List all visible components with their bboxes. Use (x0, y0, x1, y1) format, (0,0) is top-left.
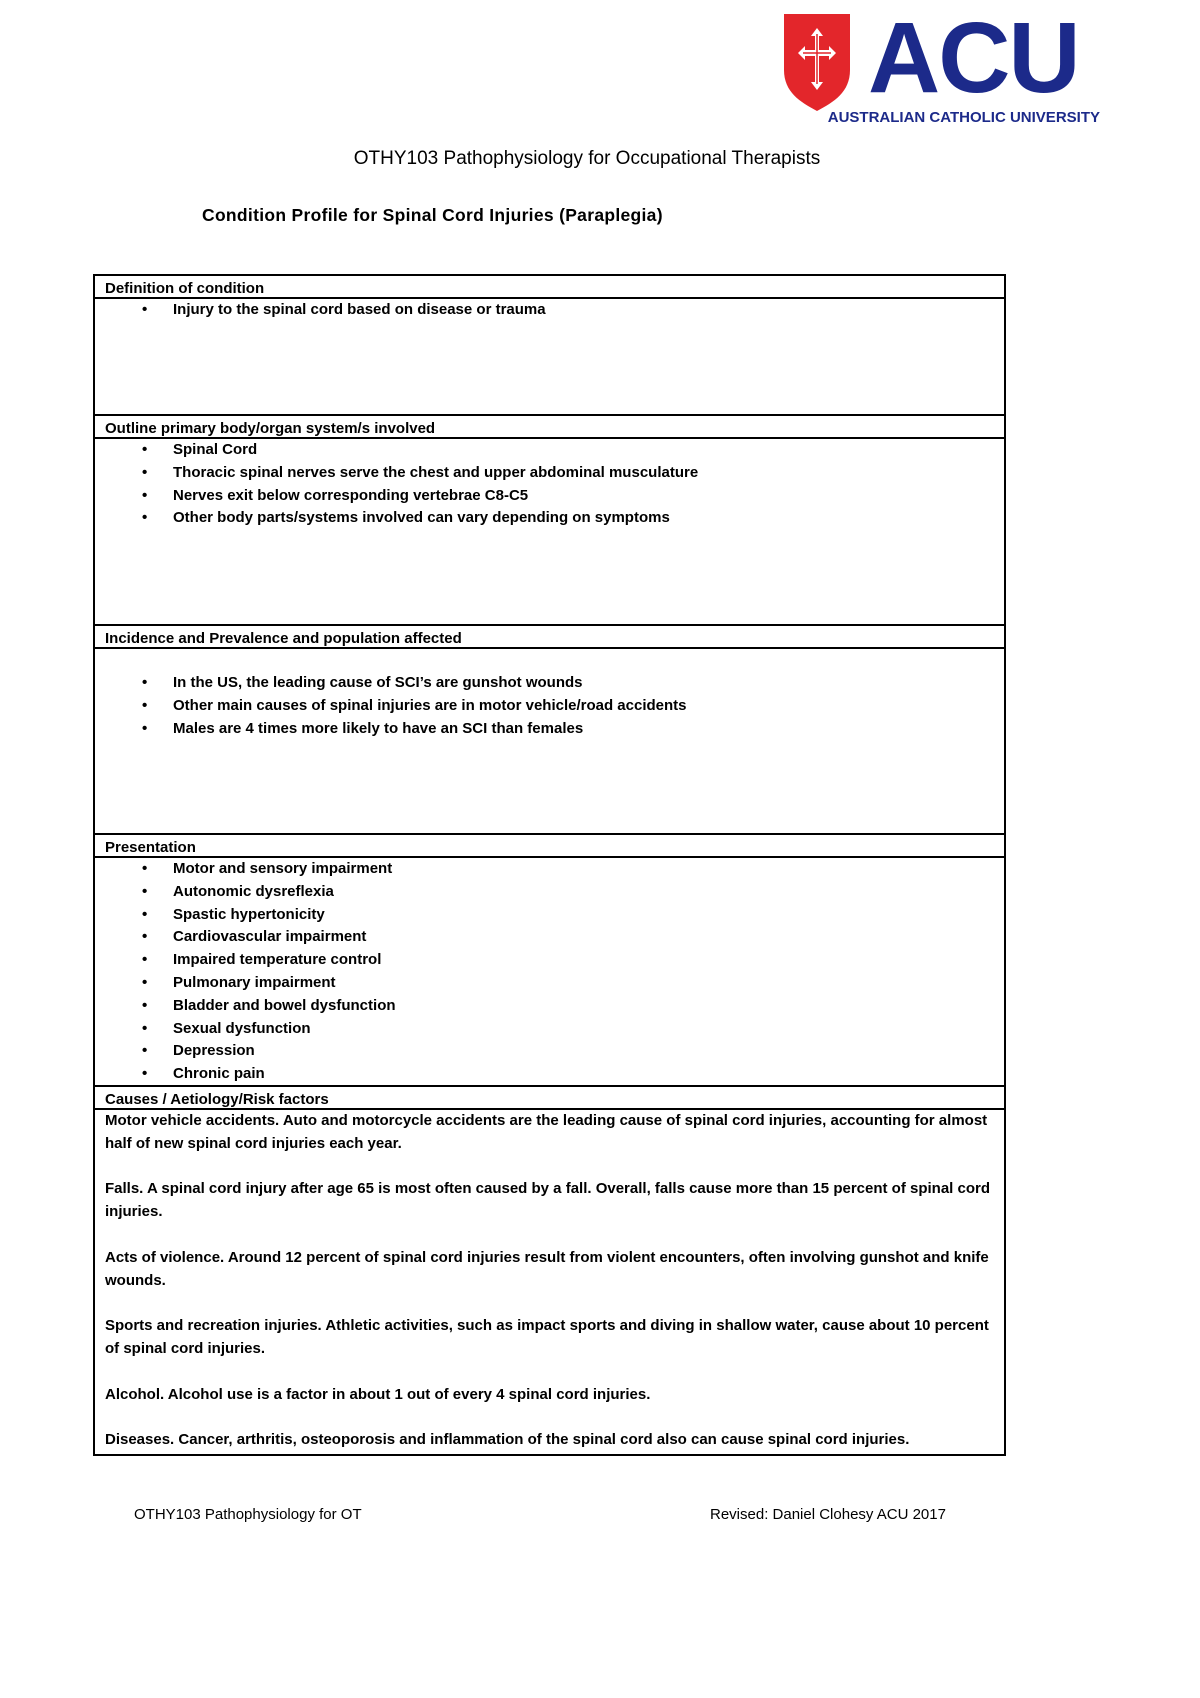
document-subtitle: Condition Profile for Spinal Cord Injuries (Paraplegia) (202, 205, 663, 225)
logo-wordmark: ACU (868, 2, 1079, 114)
cause-paragraph: Falls. A spinal cord injury after age 65 is most often caused by a fall. Overall, falls cause more than 15 percent of spinal cord injuries. (105, 1180, 991, 1221)
cause-paragraph: Alcohol. Alcohol use is a factor in about 1 out of every 4 spinal cord injuries. (105, 1385, 651, 1403)
condition-profile-table (93, 274, 1006, 1456)
presentation-body (95, 858, 1004, 1087)
list-item: • Thoracic spinal nerves serve the chest and upper abdominal musculature (105, 462, 994, 485)
list-item: • Sexual dysfunction (105, 1018, 994, 1041)
list-item: • Pulmonary impairment (105, 972, 994, 995)
causes-heading: Causes / Aetiology/Risk factors (95, 1087, 1004, 1110)
incidence-heading: Incidence and Prevalence and population affected (95, 626, 1004, 649)
document-title: OTHY103 Pathophysiology for Occupational Therapists (353, 148, 821, 169)
list-item: • Nerves exit below corresponding vertebrae C8-C5 (105, 485, 994, 508)
list-item: • Other body parts/systems involved can vary depending on symptoms (105, 507, 994, 530)
list-item: • In the US, the leading cause of SCI’s are gunshot wounds (105, 672, 994, 695)
list-item: • Males are 4 times more likely to have an SCI than females (105, 718, 994, 741)
list-item: • Chronic pain (105, 1063, 994, 1086)
list-item: • Spinal Cord (105, 439, 994, 462)
list-item: • Injury to the spinal cord based on disease or trauma (105, 299, 994, 322)
incidence-body (95, 649, 1004, 835)
incidence-list (105, 672, 994, 740)
logo-university-name: AUSTRALIAN CATHOLIC UNIVERSITY (827, 109, 1100, 126)
list-item: • Depression (105, 1040, 994, 1063)
cause-paragraph: Sports and recreation injuries. Athletic activities, such as impact sports and diving in shallow water, cause about 10 percent of spinal cord injuries. (105, 1317, 989, 1357)
definition-heading: Definition of condition (95, 276, 1004, 299)
systems-body (95, 439, 1004, 626)
systems-heading: Outline primary body/organ system/s involved (95, 416, 1004, 439)
cause-paragraph: Diseases. Cancer, arthritis, osteoporosis and inflammation of the spinal cord also can cause spinal cord injuries. (105, 1431, 910, 1449)
presentation-list (105, 858, 994, 1086)
list-item: • Other main causes of spinal injuries are in motor vehicle/road accidents (105, 695, 994, 718)
footer-course-name: OTHY103 Pathophysiology for OT (134, 1506, 362, 1523)
list-item: • Bladder and bowel dysfunction (105, 995, 994, 1018)
definition-list (105, 299, 994, 322)
list-item: • Spastic hypertonicity (105, 904, 994, 927)
presentation-heading: Presentation (95, 835, 1004, 858)
cause-paragraph: Motor vehicle accidents. Auto and motorcycle accidents are the leading cause of spinal cord injuries, accounting for almost half of new spinal cord injuries each year. (105, 1112, 988, 1152)
definition-body (95, 299, 1004, 416)
list-item: • Impaired temperature control (105, 949, 994, 972)
shield-crest-icon (784, 14, 850, 111)
list-item: • Motor and sensory impairment (105, 858, 994, 881)
causes-body (95, 1110, 1004, 1454)
list-item: • Autonomic dysreflexia (105, 881, 994, 904)
systems-list (105, 439, 994, 530)
cause-paragraph: Acts of violence. Around 12 percent of spinal cord injuries result from violent encounters, often involving gunshot and knife wounds. (105, 1248, 989, 1289)
footer-revision-note: Revised: Daniel Clohesy ACU 2017 (710, 1506, 946, 1523)
list-item: • Cardiovascular impairment (105, 926, 994, 949)
